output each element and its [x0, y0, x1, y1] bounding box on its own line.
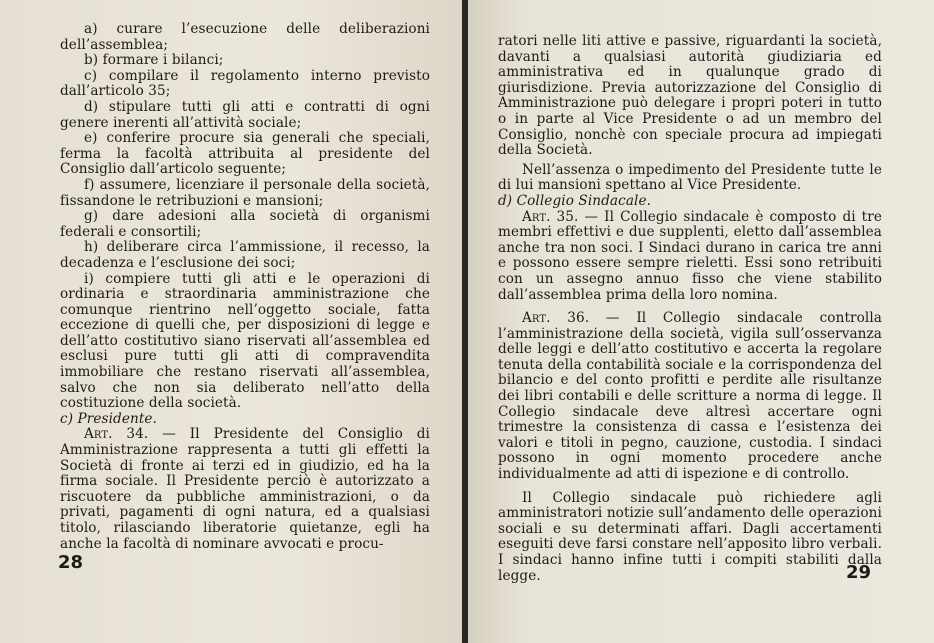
left-page: [0, 0, 462, 643]
page-number-left: 28: [58, 552, 84, 573]
right-page: [468, 0, 934, 643]
left-page-text: [60, 22, 430, 552]
article-34-continuation: ratori nelle liti attive e passive, riguardanti la società, davanti a qualsiasi autorità giudiziaria ed amministrativa ed in qualunque grado di giurisdizione. Previa autorizzazione del Consiglio di Amministrazione può delegare i propri poteri in tutto o in parte al Vice Presidente o ad un membro del Consiglio, nonchè con speciale procura ad impiegati della Società.: [498, 33, 882, 159]
item-e: e) conferire procure sia generali che speciali, ferma la facoltà attribuita al presidente del Consiglio dall’articolo seguente;: [60, 130, 430, 178]
item-a: a) curare l’esecuzione delle deliberazioni dell’assemblea;: [60, 21, 430, 53]
article-34-label: Art. 34. —: [84, 426, 176, 443]
item-c: c) compilare il regolamento interno previsto dall’articolo 35;: [60, 67, 430, 100]
article-35-label: Art. 35. —: [522, 208, 599, 225]
right-page-text: [498, 34, 882, 584]
article-36-text: Il Collegio sindacale controlla l’amministrazione della società, vigila sull’osservanza delle leggi e dell’atto costitutivo e accerta la regolare tenuta della contabilità sociale e la corrispondenza del bilancio e del conto profitti e perdite alle risultanze dei libri contabili e delle scritture a norma di legge. Il Collegio sindacale deve altresì accertare ogni trimestre la consistenza di cassa e l’esistenza dei valori e titoli in pegno, cauzione, custodia. I sindaci possono in ogni momento procedere anche individualmente ad atti di ispezione e di controllo.: [498, 310, 882, 483]
article-36: [498, 311, 882, 483]
page-number-right: 29: [846, 562, 872, 583]
article-34-text: Il Presidente del Consiglio di Amministrazione rappresenta a tutti gli effetti la Società di fronte ai terzi ed in giudizio, ed ha la firma sociale. Il Presidente perciò è autorizzato a riscuotere da pubbliche amministrazioni, o da privati, pagamenti di ogni natura, ed a qualsiasi titolo, rilasciando liberatorie quietanze, egli ha anche la facoltà di nominare avvocati e procu-: [60, 426, 430, 552]
item-d: d) stipulare tutti gli atti e contratti di ogni genere inerenti all’attività sociale;: [60, 98, 430, 131]
item-f: f) assumere, licenziare il personale della società, fissandone le retribuzioni e mansioni;: [60, 176, 430, 209]
item-g: g) dare adesioni alla società di organismi federali e consortili;: [60, 208, 430, 240]
article-35: [498, 210, 882, 304]
item-h: h) deliberare circa l’ammissione, il recesso, la decadenza e l’esclusione dei soci;: [60, 239, 430, 271]
section-heading-presidente: c) Presidente.: [60, 410, 157, 427]
vice-president-paragraph: Nell’assenza o impedimento del Presidente tutte le di lui mansioni spettano al Vice Presidente.: [498, 161, 882, 194]
section-heading-collegio: d) Collegio Sindacale.: [498, 192, 652, 209]
article-36-label: Art. 36. —: [522, 310, 620, 327]
article-34: [60, 427, 430, 552]
collegio-final-paragraph: Il Collegio sindacale può richiedere agli amministratori notizie sull’andamento delle operazioni sociali e su determinati affari. Dagli accertamenti eseguiti deve farsi constare nell’apposito libro verbali. I sindaci hanno infine tutti i compiti stabiliti dalla legge.: [498, 489, 882, 584]
item-b: b) formare i bilanci;: [84, 52, 224, 69]
item-i: i) compiere tutti gli atti e le operazioni di ordinaria e straordinaria amministrazione che comunque rientrino nell’oggetto sociale, fatta eccezione di quelli che, per disposizioni di legge e dell’atto costitutivo siano riservati all’assemblea ed esclusi pure tutti gli atti di compravendita immobiliare che restano riservati all’assemblea, salvo che non sia deliberato nell’atto della costituzione della società.: [60, 270, 430, 412]
article-35-text: Il Collegio sindacale è composto di tre membri effettivi e due supplenti, eletto dall’assemblea anche tra non soci. I Sindaci durano in carica tre anni e possono essere sempre rieletti. Essi sono retribuiti con un assegno annuo fisso che viene stabilito dall’assemblea prima della loro nomina.: [498, 208, 882, 303]
